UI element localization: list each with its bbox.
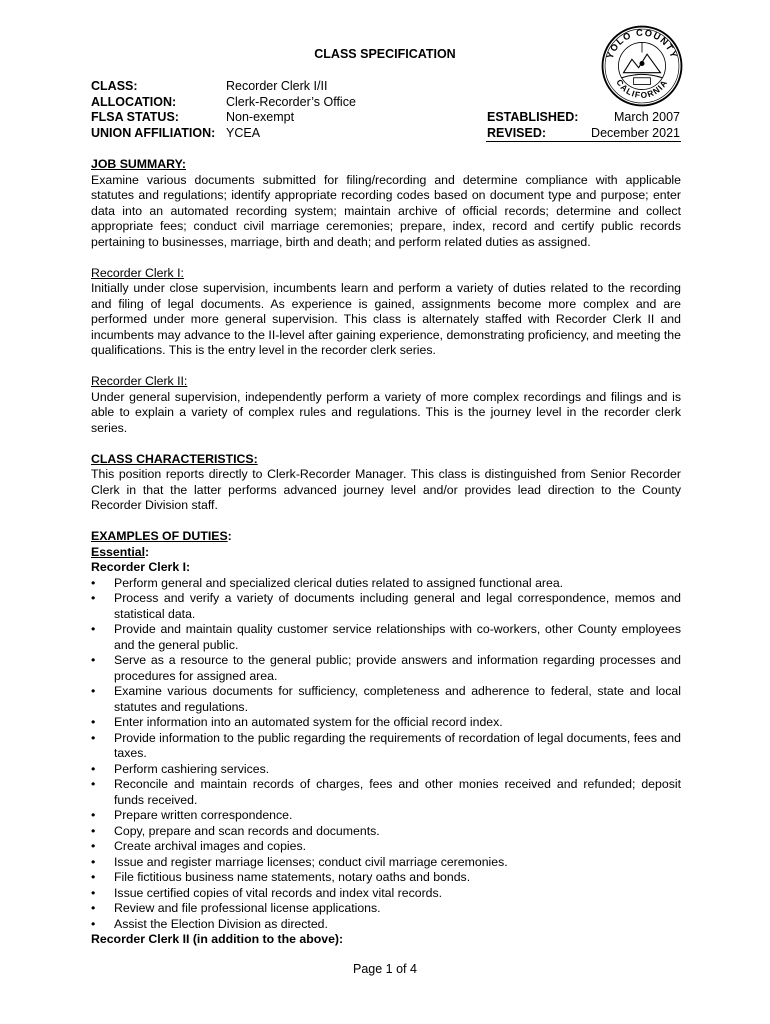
duties-heading-line (91, 529, 681, 545)
revised-value: December 2021 (591, 125, 680, 140)
allocation-value: Clerk-Recorder’s Office (226, 94, 356, 109)
revised-label: REVISED: (487, 125, 547, 140)
class-value: Recorder Clerk I/II (226, 79, 328, 93)
allocation-label: ALLOCATION: (91, 94, 177, 109)
county-seal-icon (600, 24, 684, 108)
list-item: • Copy, prepare and scan records and documents. (91, 824, 681, 840)
clerk1-heading: Recorder Clerk I: (91, 265, 184, 280)
duties-clerk1-heading: Recorder Clerk I: (91, 560, 191, 574)
list-item: • Serve as a resource to the general public; provide answers and information regarding processes and procedures for assigned area. (91, 653, 681, 684)
seal-top-text: YOLO COUNTY (604, 27, 680, 61)
characteristics-text: This position reports directly to Clerk-Recorder Manager. This class is distinguished from Senior Recorder Clerk in that the latter performs advanced journey level and/or provides lead direction to the County Recorder Division staff. (91, 467, 681, 512)
dates-values (590, 110, 680, 141)
clerk1-text: Initially under close supervision, incumbents learn and perform a variety of duties related to the recording and filing of legal documents. As experience is gained, assignments become more complex and are performed under more general supervision. This class is alternately staffed with Recorder Clerk II and incumbents may advance to the II-level after gaining experience, demonstrating proficiency, and meeting the qualifications. This is the entry level in the recorder clerk series. (91, 281, 681, 357)
duties-clerk2-heading: Recorder Clerk II (in addition to the above): (91, 932, 344, 946)
duties-heading-colon: : (227, 529, 232, 543)
seal-bottom-text: CALIFORNIA (614, 77, 670, 101)
union-value: YCEA (226, 125, 261, 140)
svg-text:CALIFORNIA (614, 77, 669, 100)
list-item: • Review and file professional license applications. (91, 901, 681, 917)
header-divider (486, 141, 681, 142)
duties-list (91, 576, 681, 933)
union-label: UNION AFFILIATION: (91, 125, 216, 140)
duties-heading: EXAMPLES OF DUTIES (91, 529, 228, 543)
list-item: • Enter information into an automated system for the official record index. (91, 715, 681, 731)
flsa-label: FLSA STATUS: (91, 110, 179, 124)
essential-heading: Essential (91, 544, 145, 559)
list-item: • Assist the Election Division as directed. (91, 917, 681, 933)
dates-labels (487, 110, 578, 141)
list-item: • Perform general and specialized clerical duties related to assigned functional area. (91, 576, 681, 592)
page-number: Page 1 of 4 (353, 962, 417, 976)
document-title: CLASS SPECIFICATION (314, 47, 456, 61)
list-item: • Perform cashiering services. (91, 762, 681, 778)
job-summary-text: Examine various documents submitted for filing/recording and determine compliance with applicable statutes and regulations; identify appropriate recording codes based on document type and purpose; enter data into an automated recording system; maintain archive of official records; determine and collect appropriate fees; conduct civil marriage ceremonies; prepare, index, record and certify public records pertaining to businesses, marriage, birth and death; and perform related duties as assigned. (91, 172, 681, 249)
list-item: • Provide and maintain quality customer service relationships with co-workers, other County employees and the general public. (91, 622, 681, 653)
document-body (91, 157, 681, 948)
list-item: • Prepare written correspondence. (91, 808, 681, 824)
list-item: • Issue certified copies of vital records and index vital records. (91, 886, 681, 902)
flsa-value: Non-exempt (226, 110, 295, 124)
class-label: CLASS: (91, 79, 138, 93)
list-item: • Examine various documents for sufficiency, completeness and adherence to federal, state and local statutes and regulations. (91, 684, 681, 715)
characteristics-heading: CLASS CHARACTERISTICS: (91, 451, 258, 466)
clerk2-text: Under general supervision, independently perform a variety of more complex recordings and filings and is able to explain a variety of complex rules and regulations. This is the journey level in the recorder clerk series. (91, 389, 681, 435)
established-value: March 2007 (613, 110, 680, 124)
job-summary-heading: JOB SUMMARY: (91, 157, 186, 171)
list-item: • Process and verify a variety of documents including general and legal correspondence, memos and statistical data. (91, 591, 681, 622)
list-item: • Issue and register marriage licenses; conduct civil marriage ceremonies. (91, 855, 681, 871)
list-item: • Reconcile and maintain records of charges, fees and other monies received and refunded; deposit funds received. (91, 777, 681, 808)
clerk2-heading: Recorder Clerk II: (91, 374, 188, 388)
established-label: ESTABLISHED: (487, 110, 579, 124)
header-labels (91, 79, 215, 141)
essential-heading-colon: : (145, 544, 150, 559)
essential-heading-line (91, 545, 681, 561)
header-values (226, 79, 356, 141)
list-item: • Provide information to the public regarding the requirements of recordation of legal documents, fees and taxes. (91, 731, 681, 762)
list-item: • File fictitious business name statements, notary oaths and bonds. (91, 870, 681, 886)
list-item: • Create archival images and copies. (91, 839, 681, 855)
